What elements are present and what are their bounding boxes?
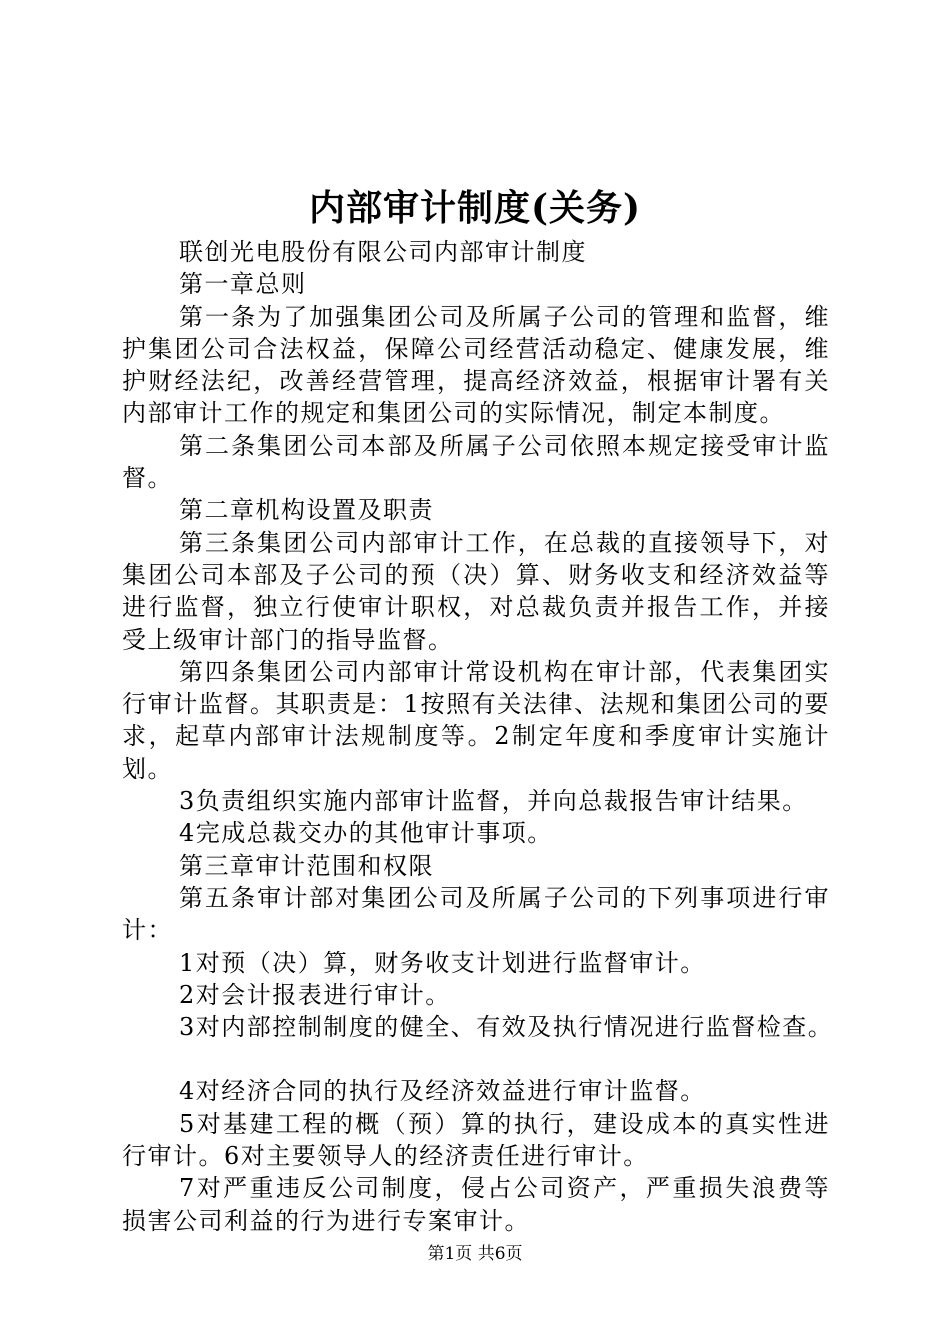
article-paragraph: 第一条为了加强集团公司及所属子公司的管理和监督，维护集团公司合法权益，保障公司经营活动稳定、健康发展，维护财经法纪，改善经营管理，提高经济效益，根据审计署有关内部审计工作的规定和集团公司的实际情况，制定本制度。: [122, 302, 830, 428]
document-title: 内部审计制度(关务): [308, 187, 642, 229]
list-item: 3对内部控制制度的健全、有效及执行情况进行监督检查。: [179, 1013, 834, 1042]
document-body: [122, 236, 834, 1237]
list-item: 5对基建工程的概（预）算的执行，建设成本的真实性进行审计。6对主要领导人的经济责任进行审计。: [122, 1109, 830, 1171]
list-item: 3负责组织实施内部审计监督，并向总裁报告审计结果。: [179, 787, 808, 816]
list-item: 2对会计报表进行审计。: [179, 980, 451, 1009]
page-number-footer: 第1页 共6页: [427, 1244, 523, 1264]
list-item: 4对经济合同的执行及经济效益进行审计监督。: [179, 1077, 706, 1106]
company-heading: 联创光电股份有限公司内部审计制度: [179, 238, 587, 266]
article-paragraph: 第三条集团公司内部审计工作，在总裁的直接领导下，对集团公司本部及子公司的预（决）算、财务收支和经济效益等进行监督，独立行使审计职权，对总裁负责并报告工作，并接受上级审计部门的指导监督。: [122, 528, 830, 654]
list-item: 1对预（决）算，财务收支计划进行监督审计。: [179, 948, 706, 977]
article-paragraph: 第二条集团公司本部及所属子公司依照本规定接受审计监督。: [122, 431, 830, 493]
chapter-heading: 第二章机构设置及职责: [179, 496, 434, 525]
list-item: 4完成总裁交办的其他审计事项。: [179, 819, 553, 848]
chapter-heading: 第三章审计范围和权限: [179, 851, 434, 880]
chapter-heading: 第一章总则: [179, 270, 307, 299]
list-item: 7对严重违反公司制度，侵占公司资产，严重损失浪费等损害公司利益的行为进行专案审计。: [122, 1174, 830, 1235]
article-paragraph: 第五条审计部对集团公司及所属子公司的下列事项进行审计：: [122, 883, 830, 945]
article-paragraph: 第四条集团公司内部审计常设机构在审计部，代表集团实行审计监督。其职责是：1按照有关法律、法规和集团公司的要求，起草内部审计法规制度等。2制定年度和季度审计实施计划。: [122, 657, 830, 783]
